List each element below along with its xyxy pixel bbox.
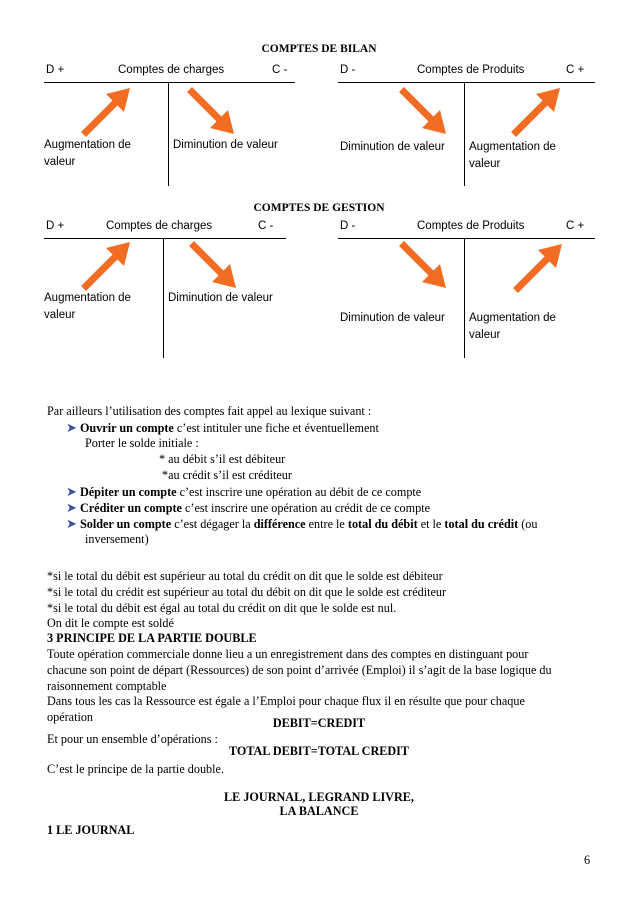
gestion-produits-d: D - [340,220,356,232]
journal-heading: 1 LE JOURNAL [47,823,135,837]
lexique-porter: Porter le solde initiale : [85,436,199,450]
crediter-term: Créditer un compte [79,501,182,515]
lexique-crediteur: *au crédit s’il est créditeur [162,468,292,482]
journal-title-2: LA BALANCE [279,804,359,818]
gestion-charges-d: D + [46,220,65,232]
bullet-arrow-icon: ➤ [66,484,77,499]
gestion-charges-label: Comptes de charges [106,220,213,232]
gestion-charges-c: C - [258,220,274,232]
arrow-down-right-icon [186,86,242,142]
arrow-up-right-icon [78,84,138,140]
bilan-charges-left: Augmentation de valeur [44,139,131,168]
bilan-produits-d: D - [340,64,356,76]
bullet-arrow-icon: ➤ [66,500,77,515]
principe-heading: 3 PRINCIPE DE LA PARTIE DOUBLE [47,631,257,645]
bilan-produits-hline [338,82,595,83]
bullet-arrow-icon: ➤ [66,420,77,435]
solder-term: Solder un compte [79,517,172,531]
bilan-charges-right: Diminution de valeur [173,139,278,151]
lexique-solder [66,516,537,532]
lexique-intro: Par ailleurs l’utilisation des comptes fait appel au lexique suivant : [47,404,372,418]
principe-line: chacune son point de départ (Ressources) de son point d’arrivée (Emploi) il s’agit de la base logique du [47,663,552,677]
lexique-solder-cont: inversement) [85,532,149,546]
arrow-up-right-icon [78,238,138,294]
gestion-produits-vline [464,238,465,358]
principe-line: Toute opération commerciale donne lieu a un enregistrement dans des comptes en distinguant pour [47,647,529,661]
bilan-produits-right: Augmentation de valeur [469,141,556,170]
solder-text-4: (ou [518,517,538,531]
gestion-produits-hline [338,238,595,239]
bilan-charges-c: C - [272,64,288,76]
note-line: On dit le compte est soldé [47,616,174,630]
solder-total-debit: total du débit [347,517,418,531]
gestion-produits-left: Diminution de valeur [340,312,445,324]
crediter-text: c’est inscrire une opération au crédit de ce compte [181,501,430,515]
bilan-charges-label: Comptes de charges [118,64,225,76]
principe-eq1: DEBIT=CREDIT [272,716,366,730]
gestion-charges-left: Augmentation de valeur [44,292,131,321]
bilan-produits-c: C + [566,64,585,76]
debiter-text: c’est inscrire une opération au débit de ce compte [176,485,422,499]
solder-text-1: c’est dégager la [171,517,254,531]
principe-line: Dans tous les cas la Ressource est égale a l’Emploi pour chaque flux il en résulte que pour chaque [47,694,525,708]
journal-title-1: LE JOURNAL, LEGRAND LIVRE, [224,790,414,804]
bilan-produits-left: Diminution de valeur [340,141,445,153]
gestion-charges-right: Diminution de valeur [168,292,273,304]
gestion-title: COMPTES DE GESTION [253,202,385,214]
gestion-charges-vline [163,238,164,358]
bilan-produits-label: Comptes de Produits [417,64,525,76]
page-number: 6 [584,853,591,867]
principe-p2: Et pour un ensemble d’opérations : [47,732,218,746]
arrow-up-right-icon [510,240,570,296]
principe-p3: C’est le principe de la partie double. [47,762,224,776]
note-line: *si le total du débit est supérieur au total du crédit on dit que le solde est débiteur [47,569,443,583]
bilan-title: COMPTES DE BILAN [261,43,377,55]
bullet-arrow-icon: ➤ [66,516,77,531]
arrow-down-right-icon [398,86,454,142]
lexique-ouvrir [66,420,379,436]
bilan-charges-d: D + [46,64,65,76]
principe-eq2: TOTAL DEBIT=TOTAL CREDIT [228,744,410,758]
bilan-charges-vline [168,82,169,186]
ouvrir-term: Ouvrir un compte [79,421,174,435]
lexique-crediter [66,500,430,516]
gestion-produits-c: C + [566,220,585,232]
gestion-produits-right: Augmentation de valeur [469,312,556,341]
gestion-produits-label: Comptes de Produits [417,220,525,232]
solder-text-2: entre le [305,517,348,531]
solder-text-3: et le [417,517,445,531]
solder-diff: différence [253,517,306,531]
principe-line: raisonnement comptable [47,679,167,693]
arrow-down-right-icon [188,240,244,296]
lexique-debiter [66,484,421,500]
arrow-up-right-icon [508,84,568,140]
debiter-term: Dépiter un compte [79,485,177,499]
bilan-charges-hline [44,82,295,83]
ouvrir-text: c’est intituler une fiche et éventuellement [173,421,379,435]
bilan-produits-vline [464,82,465,186]
solder-total-credit: total du crédit [444,517,519,531]
note-line: *si le total du crédit est supérieur au total du débit on dit que le solde est créditeur [47,585,447,599]
note-line: *si le total du débit est égal au total du crédit on dit que le solde est nul. [47,601,397,615]
principe-line: opération [47,710,94,724]
lexique-debiteur: * au débit s’il est débiteur [159,452,286,466]
arrow-down-right-icon [398,240,454,296]
